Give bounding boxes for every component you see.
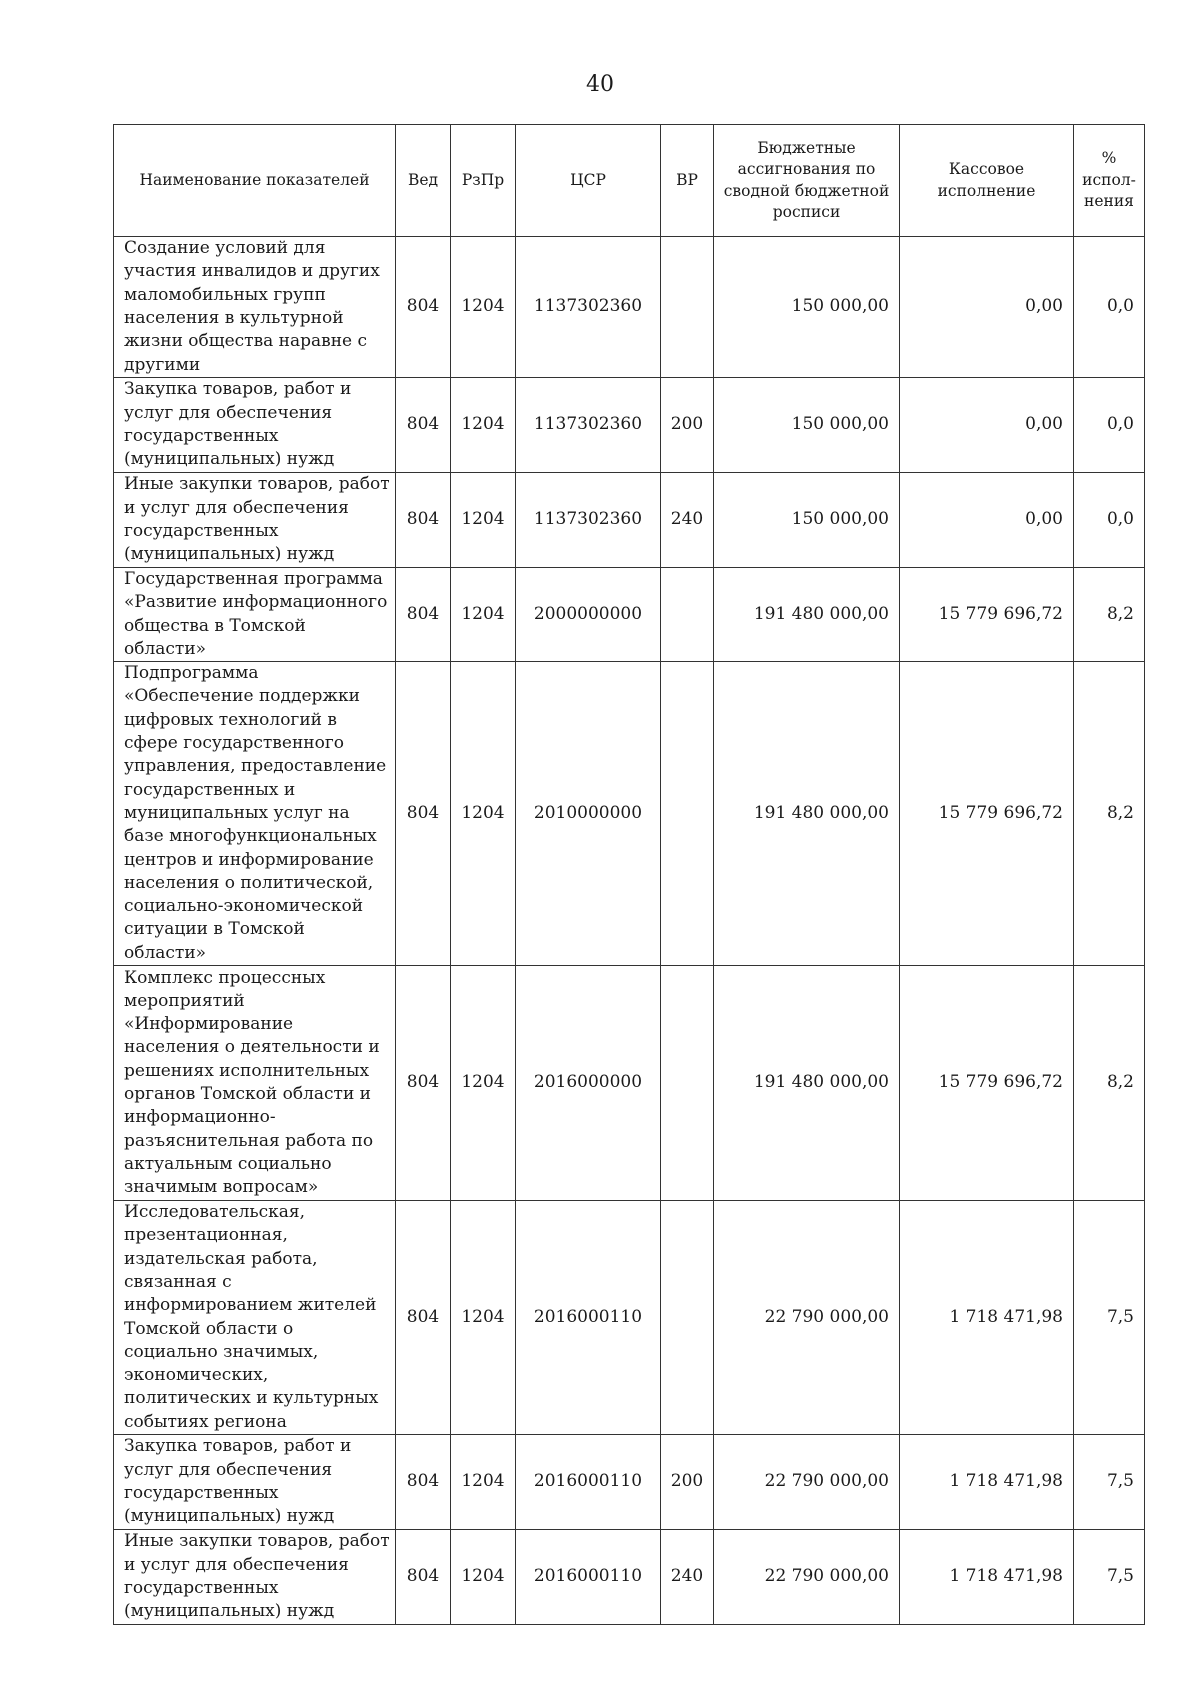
cell-percent: 7,5	[1074, 1435, 1145, 1530]
header-name: Наименование показателей	[114, 125, 396, 237]
cell-budget: 150 000,00	[714, 378, 900, 473]
cell-vr	[661, 568, 714, 662]
cell-name: Создание условий для участия инвалидов и других маломобильных групп населения в культурной жизни общества наравне с другими	[114, 237, 396, 378]
cell-vr: 200	[661, 378, 714, 473]
header-vr: ВР	[661, 125, 714, 237]
cell-percent: 7,5	[1074, 1201, 1145, 1435]
cell-csr: 1137302360	[516, 378, 661, 473]
table-row	[114, 378, 1145, 473]
cell-name: Закупка товаров, работ и услуг для обеспечения государственных (муниципальных) нужд	[114, 1435, 396, 1530]
cell-csr: 2010000000	[516, 662, 661, 966]
cell-rzpr: 1204	[451, 966, 516, 1201]
cell-csr: 1137302360	[516, 237, 661, 378]
cell-budget: 191 480 000,00	[714, 662, 900, 966]
table-row	[114, 662, 1145, 966]
cell-name: Комплекс процессных мероприятий «Информирование населения о деятельности и решениях исполнительных органов Томской области и информационно-разъяснительная работа по актуальным социально значимым вопросам»	[114, 966, 396, 1201]
cell-cash: 15 779 696,72	[900, 662, 1074, 966]
cell-csr: 2016000110	[516, 1530, 661, 1625]
cell-vr	[661, 237, 714, 378]
cell-rzpr: 1204	[451, 662, 516, 966]
cell-budget: 150 000,00	[714, 237, 900, 378]
page-number: 40	[586, 72, 614, 97]
cell-ved: 804	[396, 1201, 451, 1435]
cell-csr: 2000000000	[516, 568, 661, 662]
table-row	[114, 1435, 1145, 1530]
cell-budget: 191 480 000,00	[714, 966, 900, 1201]
cell-vr	[661, 966, 714, 1201]
cell-cash: 15 779 696,72	[900, 568, 1074, 662]
header-budget: Бюджетные ассигнования по сводной бюджетной росписи	[714, 125, 900, 237]
table-row	[114, 568, 1145, 662]
cell-budget: 150 000,00	[714, 473, 900, 568]
cell-rzpr: 1204	[451, 237, 516, 378]
table-body	[114, 237, 1145, 1625]
cell-name: Исследовательская, презентационная, издательская работа, связанная с информированием жителей Томской области о социально значимых, экономических, политических и культурных событиях региона	[114, 1201, 396, 1435]
cell-vr: 240	[661, 1530, 714, 1625]
cell-budget: 22 790 000,00	[714, 1201, 900, 1435]
cell-ved: 804	[396, 378, 451, 473]
cell-ved: 804	[396, 1530, 451, 1625]
cell-name: Государственная программа «Развитие информационного общества в Томской области»	[114, 568, 396, 662]
cell-percent: 8,2	[1074, 662, 1145, 966]
cell-name: Закупка товаров, работ и услуг для обеспечения государственных (муниципальных) нужд	[114, 378, 396, 473]
cell-rzpr: 1204	[451, 473, 516, 568]
cell-vr: 240	[661, 473, 714, 568]
table-header-row	[114, 125, 1145, 237]
cell-name: Подпрограмма «Обеспечение поддержки цифровых технологий в сфере государственного управления, предоставление государственных и муниципальных услуг на базе многофункциональных центров и информирование населения о политической, социально-экономической ситуации в Томской области»	[114, 662, 396, 966]
cell-percent: 0,0	[1074, 378, 1145, 473]
cell-csr: 2016000110	[516, 1435, 661, 1530]
cell-cash: 1 718 471,98	[900, 1201, 1074, 1435]
cell-csr: 2016000110	[516, 1201, 661, 1435]
table-row	[114, 237, 1145, 378]
cell-rzpr: 1204	[451, 568, 516, 662]
cell-percent: 0,0	[1074, 473, 1145, 568]
cell-cash: 1 718 471,98	[900, 1435, 1074, 1530]
budget-execution-table	[113, 124, 1145, 1625]
header-cash: Кассовое исполнение	[900, 125, 1074, 237]
header-rzpr: РзПр	[451, 125, 516, 237]
cell-ved: 804	[396, 473, 451, 568]
cell-cash: 0,00	[900, 473, 1074, 568]
cell-vr: 200	[661, 1435, 714, 1530]
cell-cash: 1 718 471,98	[900, 1530, 1074, 1625]
cell-cash: 0,00	[900, 237, 1074, 378]
cell-rzpr: 1204	[451, 1435, 516, 1530]
cell-csr: 2016000000	[516, 966, 661, 1201]
cell-cash: 15 779 696,72	[900, 966, 1074, 1201]
table-row	[114, 966, 1145, 1201]
table-row	[114, 473, 1145, 568]
header-percent: % испол-нения	[1074, 125, 1145, 237]
cell-rzpr: 1204	[451, 1530, 516, 1625]
cell-budget: 22 790 000,00	[714, 1435, 900, 1530]
cell-ved: 804	[396, 568, 451, 662]
table-row	[114, 1201, 1145, 1435]
cell-rzpr: 1204	[451, 378, 516, 473]
cell-name: Иные закупки товаров, работ и услуг для обеспечения государственных (муниципальных) нужд	[114, 473, 396, 568]
header-csr: ЦСР	[516, 125, 661, 237]
cell-name: Иные закупки товаров, работ и услуг для обеспечения государственных (муниципальных) нужд	[114, 1530, 396, 1625]
table-row	[114, 1530, 1145, 1625]
cell-ved: 804	[396, 966, 451, 1201]
cell-ved: 804	[396, 237, 451, 378]
cell-percent: 0,0	[1074, 237, 1145, 378]
header-ved: Вед	[396, 125, 451, 237]
cell-percent: 8,2	[1074, 966, 1145, 1201]
cell-percent: 8,2	[1074, 568, 1145, 662]
cell-ved: 804	[396, 1435, 451, 1530]
cell-budget: 191 480 000,00	[714, 568, 900, 662]
cell-percent: 7,5	[1074, 1530, 1145, 1625]
cell-cash: 0,00	[900, 378, 1074, 473]
cell-rzpr: 1204	[451, 1201, 516, 1435]
cell-vr	[661, 662, 714, 966]
cell-vr	[661, 1201, 714, 1435]
cell-budget: 22 790 000,00	[714, 1530, 900, 1625]
cell-csr: 1137302360	[516, 473, 661, 568]
cell-ved: 804	[396, 662, 451, 966]
